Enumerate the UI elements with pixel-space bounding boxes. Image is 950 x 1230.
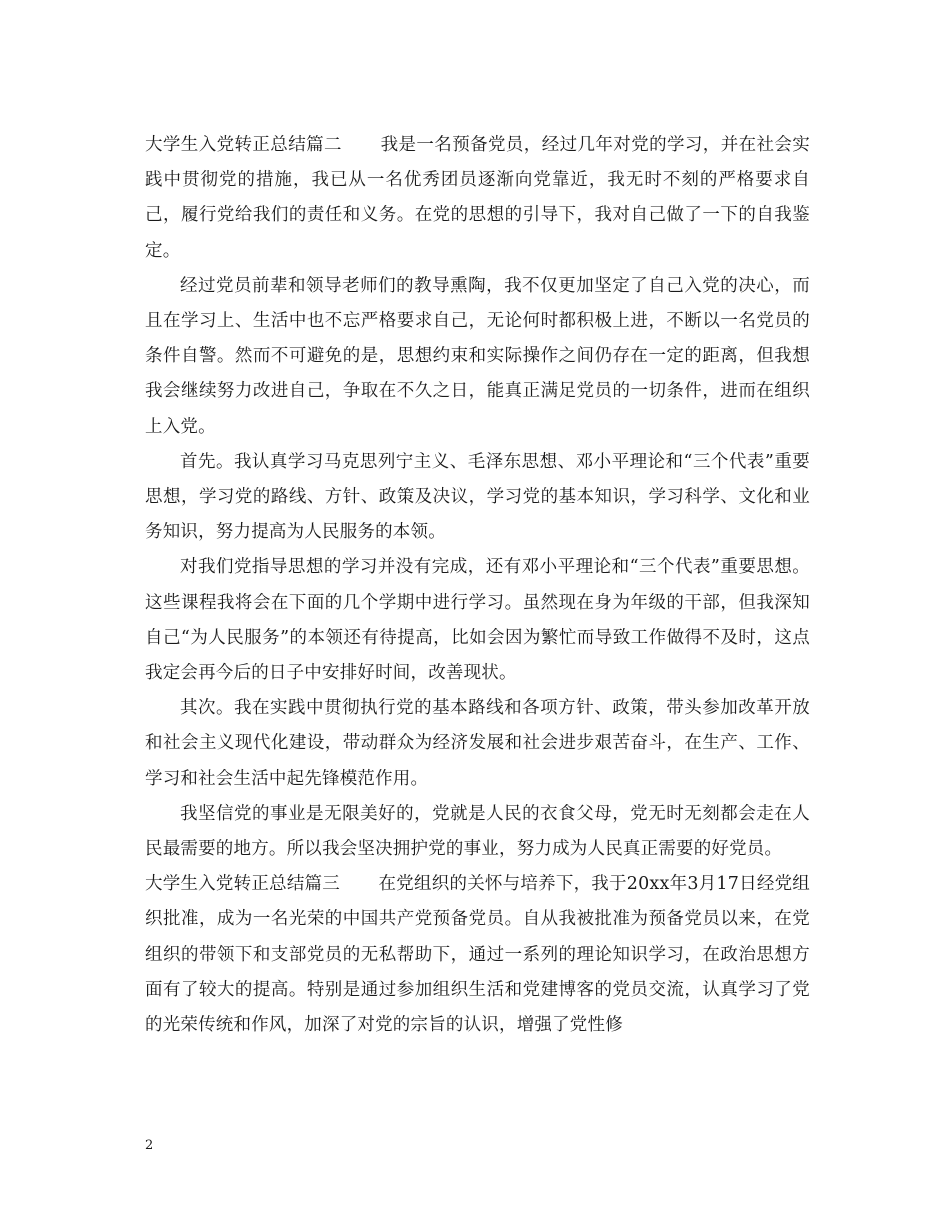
section-three-intro	[145, 867, 810, 1043]
paragraph: 首先。我认真学习马克思列宁主义、毛泽东思想、邓小平理论和“三个代表”重要思想，学习党的路线、方针、政策及决议，学习党的基本知识，学习科学、文化和业务知识，努力提高为人民服务的本领。	[145, 451, 810, 543]
paragraph: 对我们党指导思想的学习并没有完成，还有邓小平理论和“三个代表”重要思想。这些课程我将会在下面的几个学期中进行学习。虽然现在身为年级的干部，但我深知自己“为人民服务”的本领还有待提高，比如会因为繁忙而导致工作做得不及时，这点我定会再今后的日子中安排好时间，改善现状。	[145, 557, 810, 684]
paragraph: 其次。我在实践中贯彻执行党的基本路线和各项方针、政策，带头参加改革开放和社会主义现代化建设，带动群众为经济发展和社会进步艰苦奋斗，在生产、工作、学习和社会生活中起先锋模范作用。	[145, 698, 810, 789]
paragraph: 我坚信党的事业是无限美好的，党就是人民的衣食父母，党无时无刻都会走在人民最需要的地方。所以我会坚决拥护党的事业，努力成为人民真正需要的好党员。	[145, 803, 810, 860]
section-three-title: 大学生入党转正总结篇三	[145, 874, 341, 895]
paragraph: 经过党员前辈和领导老师们的教导熏陶，我不仅更加坚定了自己入党的决心，而且在学习上、生活中也不忘严格要求自己，无论何时都积极上进，不断以一名党员的条件自警。然而不可避免的是，思想约束和实际操作之间仍存在一定的距离，但我想我会继续努力改进自己，争取在不久之日，能真正满足党员的一切条件，进而在组织上入党。	[145, 275, 810, 437]
section-three-lead: 在党组织的关怀与培养下，我于20xx年3月17日经党组织批准，成为一名光荣的中国共产党预备党员。自从我被批准为预备党员以来，在党组织的带领下和支部党员的无私帮助下，通过一系列的理论知识学习，在政治思想方面有了较大的提高。特别是通过参加组织生活和党建博客的党员交流，认真学习了党的光荣传统和作风，加深了对党的宗旨的认识，增强了党性修	[145, 874, 811, 1036]
section-two-title: 大学生入党转正总结篇二	[145, 135, 342, 155]
page-number: 2	[145, 1138, 154, 1153]
section-two-lead: 我是一名预备党员，经过几年对党的学习，并在社会实践中贯彻党的措施，我已从一名优秀团员逐渐向党靠近，我无时不刻的严格要求自己，履行党给我们的责任和义务。在党的思想的引导下，我对自己做了一下的自我鉴定。	[145, 135, 810, 261]
section-two-intro	[145, 128, 810, 269]
document-body	[145, 128, 810, 1043]
